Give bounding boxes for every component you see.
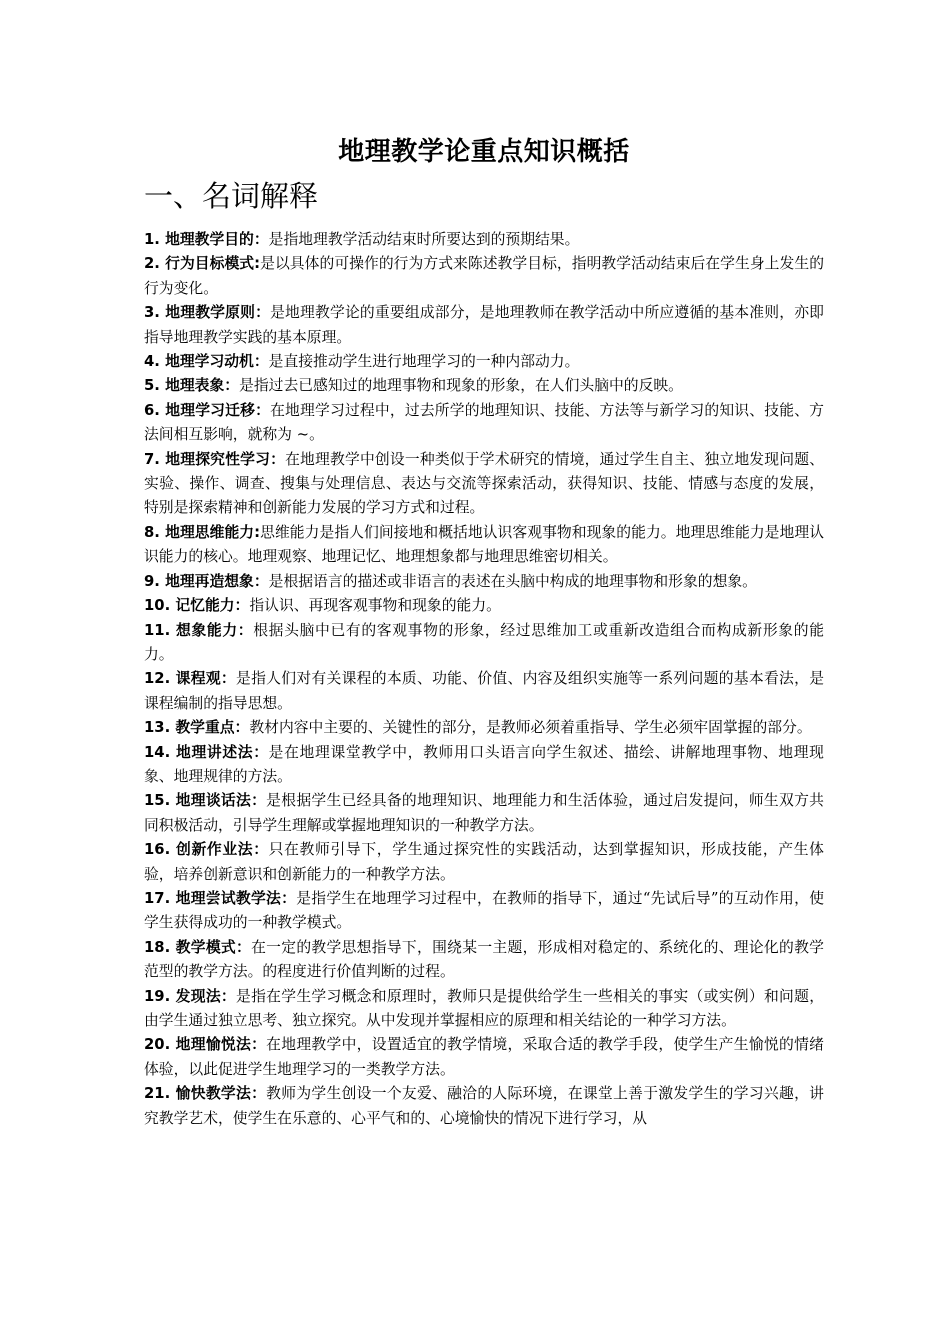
term-definition: 在一定的教学思想指导下，围绕某一主题，形成相对稳定的、系统化的、理论化的教学范型的教学方法。的程度进行价值判断的过程。 bbox=[144, 938, 824, 981]
term-item bbox=[144, 887, 824, 936]
term-item bbox=[144, 374, 824, 398]
term-item bbox=[144, 741, 824, 790]
term-name: 7. 地理探究性学习： bbox=[144, 450, 286, 468]
term-item bbox=[144, 1082, 824, 1131]
term-item bbox=[144, 399, 824, 448]
term-item bbox=[144, 594, 824, 618]
term-definition: 思维能力是指人们间接地和概括地认识客观事物和现象的能力。地理思维能力是地理认识能力的核心。地理观察、地理记忆、地理想象都与地理思维密切相关。 bbox=[144, 523, 824, 566]
term-name: 11. 想象能力： bbox=[144, 621, 254, 639]
section-heading: 一、名词解释 bbox=[144, 179, 319, 213]
term-definition: 是指人们对有关课程的本质、功能、价值、内容及组织实施等一系列问题的基本看法，是课程编制的指导思想。 bbox=[144, 670, 824, 712]
term-name: 1. 地理教学目的： bbox=[144, 231, 269, 248]
term-definition: 教材内容中主要的、关键性的部分，是教师必须着重指导、学生必须牢固掌握的部分。 bbox=[249, 719, 812, 737]
term-item bbox=[144, 252, 824, 301]
term-item bbox=[144, 789, 824, 838]
term-name: 21. 愉快教学法： bbox=[144, 1085, 267, 1103]
term-definition: 是根据语言的描述或非语言的表述在头脑中构成的地理事物和形象的想象。 bbox=[268, 572, 757, 590]
term-name: 14. 地理讲述法： bbox=[144, 743, 269, 761]
term-definition: 是指学生在地理学习过程中，在教师的指导下，通过“先试后导”的互动作用，使学生获得成功的一种教学模式。 bbox=[144, 889, 824, 932]
term-name: 9. 地理再造想象： bbox=[144, 572, 269, 590]
term-definition: 指认识、再现客观事物和现象的能力。 bbox=[249, 597, 501, 615]
terms-list bbox=[144, 228, 824, 1131]
term-definition: 在地理学习过程中，过去所学的地理知识、技能、方法等与新学习的知识、技能、方法间相互影响，就称为 ~。 bbox=[144, 401, 824, 444]
term-item bbox=[144, 838, 824, 887]
term-definition: 在地理教学中，设置适宜的教学情境，采取合适的教学手段，使学生产生愉悦的情绪体验，以此促进学生地理学习的一类教学方法。 bbox=[144, 1036, 824, 1078]
term-item bbox=[144, 228, 824, 252]
term-name: 2. 行为目标模式: bbox=[144, 255, 261, 273]
term-definition: 教师为学生创设一个友爱、融洽的人际环境，在课堂上善于激发学生的学习兴趣，讲究教学艺术，使学生在乐意的、心平气和的、心境愉快的情况下进行学习，从 bbox=[144, 1085, 824, 1127]
term-name: 8. 地理思维能力: bbox=[144, 523, 261, 541]
term-name: 15. 地理谈话法： bbox=[144, 792, 267, 810]
term-definition: 是直接推动学生进行地理学习的一种内部动力。 bbox=[268, 353, 580, 371]
term-item bbox=[144, 985, 824, 1034]
term-item bbox=[144, 570, 824, 594]
term-definition: 在地理教学中创设一种类似于学术研究的情境，通过学生自主、独立地发现问题、实验、操作、调查、搜集与处理信息、表达与交流等探索活动，获得知识、技能、情感与态度的发展，特别是探索精神和创新能力发展的学习方式和过程。 bbox=[144, 450, 824, 517]
term-name: 13. 教学重点： bbox=[144, 719, 250, 737]
term-item bbox=[144, 301, 824, 350]
document-page bbox=[144, 132, 824, 1131]
term-item bbox=[144, 716, 824, 740]
term-definition: 是根据学生已经具备的地理知识、地理能力和生活体验，通过启发提问，师生双方共同积极活动，引导学生理解或掌握地理知识的一种教学方法。 bbox=[144, 792, 824, 834]
term-name: 17. 地理尝试教学法： bbox=[144, 889, 297, 907]
term-name: 4. 地理学习动机： bbox=[144, 353, 269, 371]
term-name: 16. 创新作业法： bbox=[144, 841, 269, 859]
term-item bbox=[144, 936, 824, 985]
term-definition: 是指过去已感知过的地理事物和现象的形象，在人们头脑中的反映。 bbox=[239, 377, 683, 395]
term-name: 20. 地理愉悦法： bbox=[144, 1036, 267, 1054]
term-definition: 是以具体的可操作的行为方式来陈述教学目标，指明教学活动结束后在学生身上发生的行为变化。 bbox=[144, 255, 824, 297]
term-item bbox=[144, 350, 824, 374]
term-definition: 根据头脑中已有的客观事物的形象，经过思维加工或重新改造组合而构成新形象的能力。 bbox=[144, 621, 824, 663]
term-definition: 是指在学生学习概念和原理时，教师只是提供给学生一些相关的事实（或实例）和问题，由学生通过独立思考、独立探究。从中发现并掌握相应的原理和相关结论的一种学习方法。 bbox=[144, 987, 824, 1029]
term-name: 5. 地理表象： bbox=[144, 377, 240, 395]
term-item bbox=[144, 448, 824, 521]
term-item bbox=[144, 667, 824, 716]
term-definition: 是在地理课堂教学中，教师用口头语言向学生叙述、描绘、讲解地理事物、地理现象、地理规律的方法。 bbox=[144, 743, 824, 785]
term-item bbox=[144, 1033, 824, 1082]
term-definition: 是指地理教学活动结束时所要达到的预期结果。 bbox=[268, 231, 580, 248]
term-definition: 是地理教学论的重要组成部分，是地理教师在教学活动中所应遵循的基本准则，亦即指导地理教学实践的基本原理。 bbox=[144, 304, 824, 346]
term-item bbox=[144, 521, 824, 570]
term-name: 19. 发现法： bbox=[144, 987, 236, 1005]
term-name: 3. 地理教学原则： bbox=[144, 304, 271, 322]
term-name: 10. 记忆能力： bbox=[144, 597, 250, 615]
document-title: 地理教学论重点知识概括 bbox=[338, 137, 630, 167]
term-item bbox=[144, 619, 824, 668]
term-name: 12. 课程观： bbox=[144, 670, 236, 688]
term-name: 18. 教学模式： bbox=[144, 938, 252, 956]
term-name: 6. 地理学习迁移： bbox=[144, 401, 271, 419]
term-definition: 只在教师引导下，学生通过探究性的实践活动，达到掌握知识，形成技能，产生体验，培养创新意识和创新能力的一种教学方法。 bbox=[144, 841, 824, 883]
